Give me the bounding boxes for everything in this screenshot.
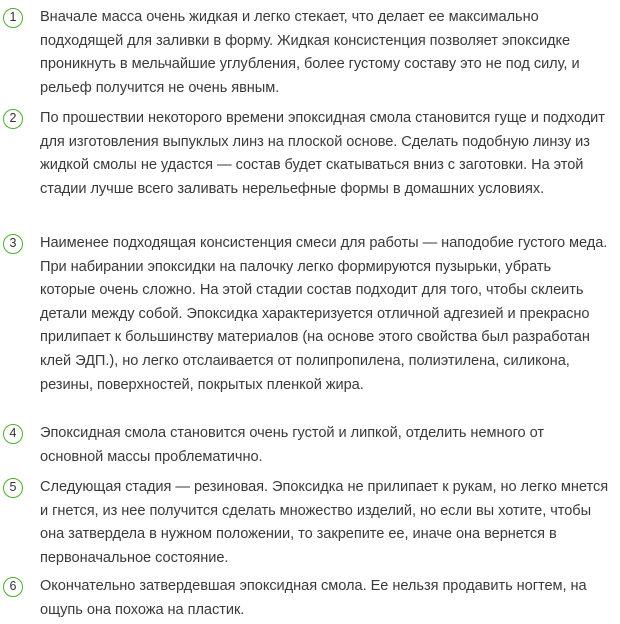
list-item [0,575,620,622]
list-item [0,6,620,100]
step-text: Окончательно затвердевшая эпоксидная смола. Ее нельзя продавить ногтем, на ощупь она похожа на пластик. [40,578,587,618]
step-text: Эпоксидная смола становится очень густой и липкой, отделить немного от основной массы проблематично. [40,425,544,465]
list-item [0,232,620,397]
step-text: Вначале масса очень жидкая и легко стекает, что делает ее максимально подходящей для заливки в форму. Жидкая консистенция позволяет эпоксидке проникнуть в мельчайшие углубления, более густому составу это не под силу, и рельеф получится не очень явным. [40,9,580,96]
step-number-badge: 5 [3,478,23,498]
step-number-badge: 6 [3,577,23,597]
step-number-badge: 2 [3,109,23,129]
step-number-badge: 1 [3,8,23,28]
list-item [0,422,620,469]
step-number-badge: 3 [3,234,23,254]
step-text: По прошествии некоторого времени эпоксидная смола становится гуще и подходит для изготовления выпуклых линз на плоской основе. Сделать подобную линзу из жидкой смолы не удастся — состав будет скатываться вниз с заготовки. На этой стадии лучше всего заливать нерельефные формы в домашних условиях. [40,110,605,197]
list-item [0,107,620,201]
step-text: Следующая стадия — резиновая. Эпоксидка не прилипает к рукам, но легко мнется и гнется, из нее получится сделать множество изделий, но если вы хотите, чтобы она затвердела в нужном положении, то закрепите ее, иначе она вернется в первоначальное состояние. [40,479,609,566]
list-item [0,476,620,570]
step-number-badge: 4 [3,424,23,444]
step-text: Наименее подходящая консистенция смеси для работы — наподобие густого меда. При набирании эпоксидки на палочку легко формируются пузырьки, убрать которые очень сложно. На этой стадии состав подходит для того, чтобы склеить детали между собой. Эпоксидка характеризуется отличной адгезией и прекрасно прилипает к большинству материалов (на основе этого свойства был разработан клей ЭДП.), но легко отслаивается от полипропилена, полиэтилена, силикона, резины, поверхностей, покрытых пленкой жира. [40,235,608,393]
